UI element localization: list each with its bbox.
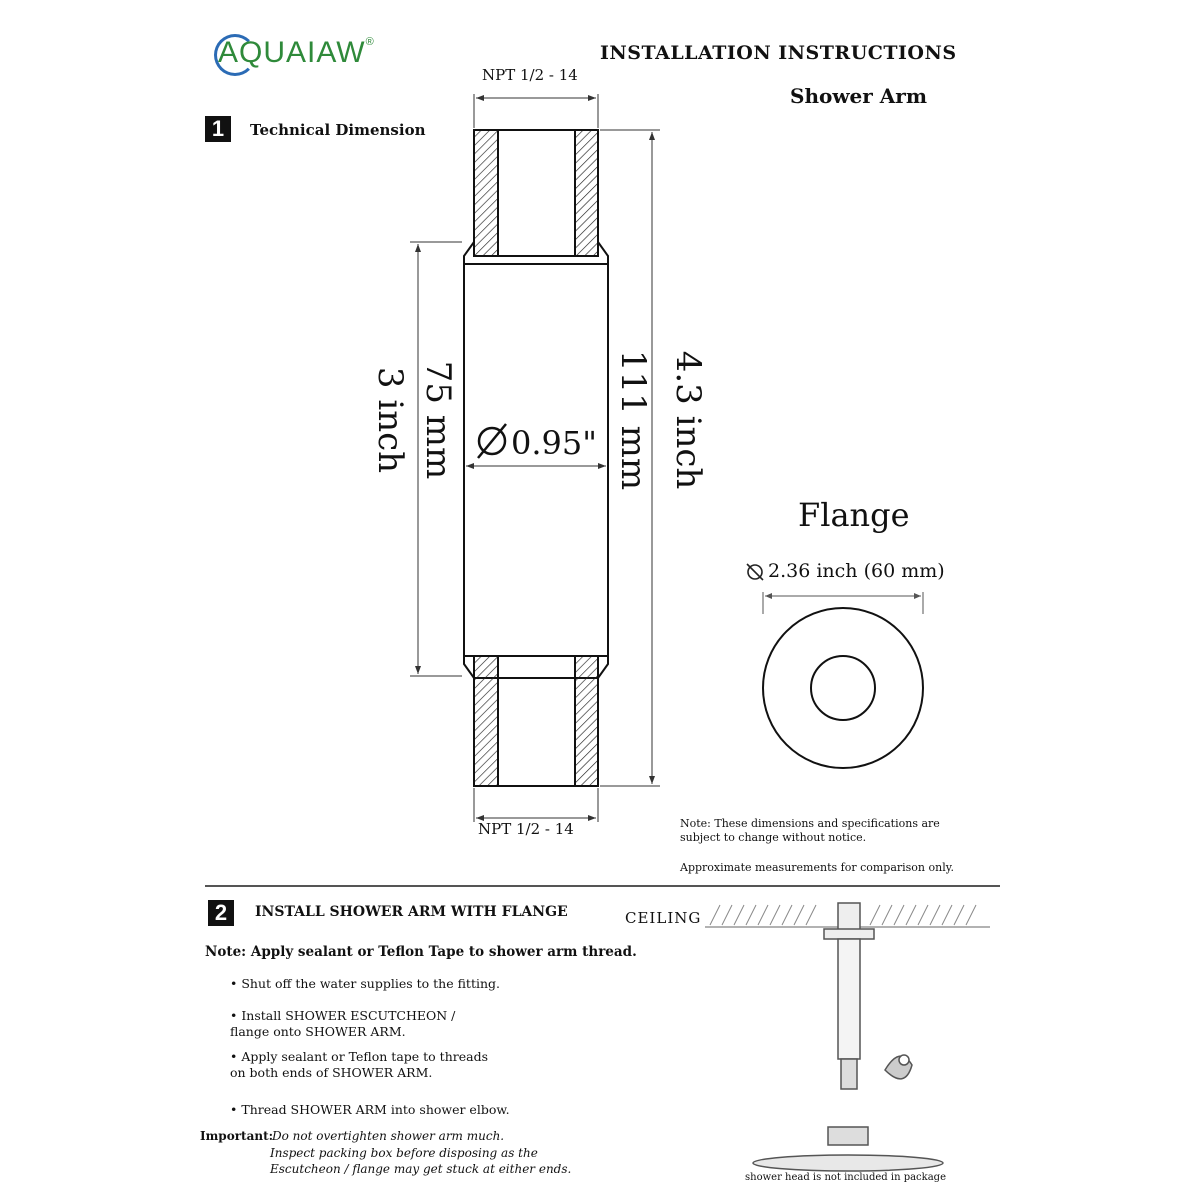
spec-note: Note: These dimensions and specifications are subject to change without notice. — [680, 817, 940, 844]
brand-name: AQUAIAW — [218, 36, 366, 69]
flange-diameter-symbol — [747, 564, 763, 580]
page-title: INSTALLATION INSTRUCTIONS — [600, 42, 957, 64]
top-thread-hatch-right — [575, 130, 598, 256]
dim-4-3inch: 4.3 inch — [668, 350, 708, 490]
npt-bottom-label: NPT 1/2 - 14 — [478, 820, 574, 838]
sealant-note: Note: Apply sealant or Teflon Tape to shower arm thread. — [205, 944, 637, 960]
diameter-symbol — [478, 424, 506, 458]
important-text-2: Inspect packing box before disposing as the Escutcheon / flange may get stuck at either ends. — [270, 1146, 572, 1176]
step-1-badge: 1 — [205, 116, 231, 142]
brand-reg: ® — [365, 36, 375, 48]
dim-111mm: 111 mm — [613, 349, 653, 491]
top-thread-hatch-left — [474, 130, 498, 256]
important-text-1: Do not overtighten shower arm much. — [272, 1129, 505, 1143]
approx-note: Approximate measurements for comparison only. — [680, 861, 954, 874]
section-divider — [205, 885, 1000, 887]
illustration-caption: shower head is not included in package — [745, 1172, 946, 1183]
flange-drawing — [763, 608, 923, 768]
ceiling-label: CEILING — [625, 909, 702, 927]
bottom-thread-hatch-right — [575, 656, 598, 786]
bottom-thread-hatch-left — [474, 656, 498, 786]
section-2-title: INSTALL SHOWER ARM WITH FLANGE — [255, 904, 568, 920]
npt-top-label: NPT 1/2 - 14 — [482, 66, 578, 84]
bullet-2: • Install SHOWER ESCUTCHEON / flange onto SHOWER ARM. — [230, 1008, 456, 1039]
dim-3inch: 3 inch — [370, 366, 410, 474]
page-subtitle: Shower Arm — [790, 84, 927, 108]
bullet-1: • Shut off the water supplies to the fitting. — [230, 976, 500, 991]
diameter-label: 0.95" — [511, 424, 597, 462]
bullet-4: • Thread SHOWER ARM into shower elbow. — [230, 1102, 510, 1117]
bullet-3: • Apply sealant or Teflon tape to threads on both ends of SHOWER ARM. — [230, 1049, 488, 1080]
installation-illustration — [700, 895, 1000, 1185]
dim-75mm: 75 mm — [418, 360, 458, 480]
section-1-title: Technical Dimension — [250, 121, 426, 139]
flange-dimension: 2.36 inch (60 mm) — [768, 560, 945, 582]
flange-title: Flange — [798, 496, 910, 534]
step-2-badge: 2 — [208, 900, 234, 926]
important-label: Important: — [200, 1129, 274, 1143]
